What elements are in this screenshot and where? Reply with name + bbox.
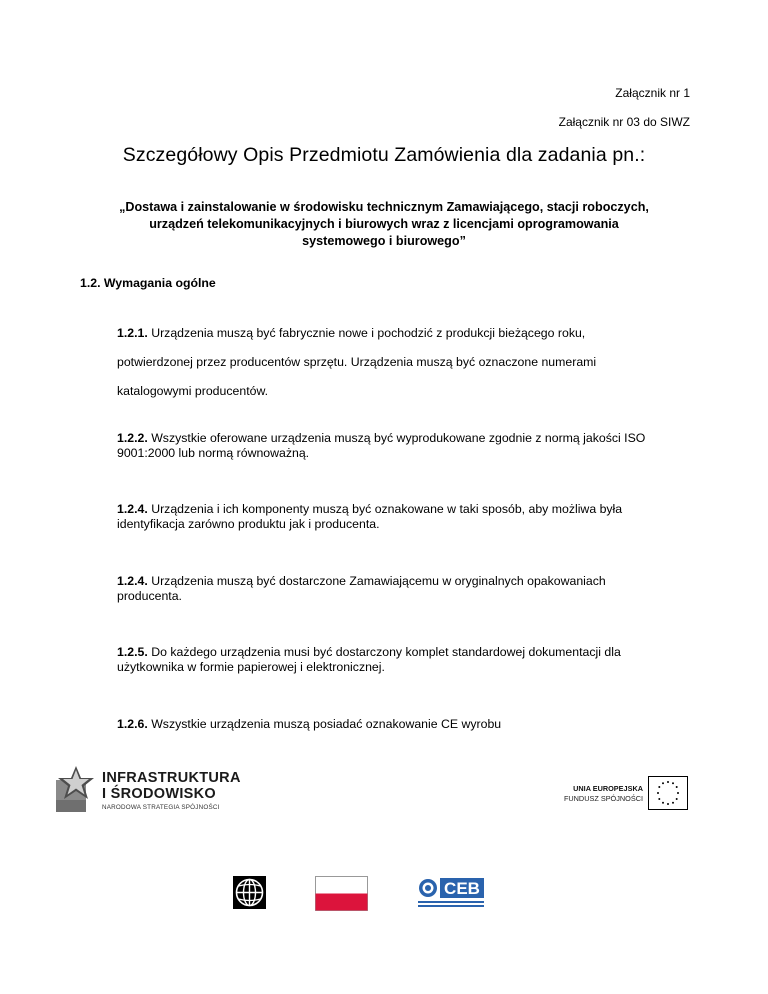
requirement-line [117, 717, 687, 732]
requirement-item [117, 645, 687, 675]
logo-text: I ŚRODOWISKO [102, 786, 216, 802]
section-heading: 1.2. Wymagania ogólne [80, 276, 216, 290]
document-title: Szczegółowy Opis Przedmiotu Zamówienia dla zadania pn.: [122, 144, 646, 166]
requirement-number: 1.2.2. [117, 431, 148, 445]
requirement-text: Urządzenia muszą być dostarczone Zamawiającemu w oryginalnych opakowaniach [151, 574, 606, 588]
requirement-line [117, 574, 687, 589]
eu-cohesion-fund-logo [548, 776, 688, 810]
requirement-text: użytkownika w formie papierowej i elektronicznej. [117, 660, 385, 674]
ceb-text: CEB [444, 879, 480, 898]
requirement-item [117, 717, 687, 732]
requirement-item [117, 502, 687, 532]
requirement-line [117, 319, 687, 348]
requirement-text: potwierdzonej przez producentów sprzętu. Urządzenia muszą być oznaczone numerami [117, 355, 597, 369]
poland-flag-icon [315, 876, 368, 911]
star-emblem-icon [54, 766, 98, 814]
requirement-item [117, 319, 687, 406]
order-subject-line: systemowego i biurowego” [302, 234, 466, 248]
requirement-number: 1.2.4. [117, 574, 148, 588]
logo-subtext: FUNDUSZ SPÓJNOŚCI [563, 794, 643, 803]
requirement-item [117, 431, 687, 461]
requirement-line [117, 502, 687, 517]
requirement-number: 1.2.1. [117, 326, 148, 340]
requirement-text: Wszystkie oferowane urządzenia muszą być wyprodukowane zgodnie z normą jakości ISO [151, 431, 646, 445]
infrastructure-environment-logo [54, 766, 241, 818]
attachment-label-1: Załącznik nr 1 [615, 86, 690, 100]
order-subject-line: urządzeń telekomunikacyjnych i biurowych wraz z licencjami oprogramowania [149, 217, 619, 231]
logo-subtext: NARODOWA STRATEGIA SPÓJNOŚCI [102, 804, 220, 811]
globe-icon [233, 876, 266, 909]
requirement-text: 9001:2000 lub normą równoważną. [117, 446, 310, 460]
logo-text: UNIA EUROPEJSKA [573, 784, 643, 793]
requirement-number: 1.2.4. [117, 502, 148, 516]
ceb-logo [416, 876, 486, 910]
requirement-text: identyfikacja zarówno produktu jak i producenta. [117, 517, 380, 531]
logo-text: INFRASTRUKTURA [102, 770, 241, 786]
order-subject [90, 199, 678, 250]
requirement-text: katalogowymi producentów. [117, 384, 269, 398]
eu-flag-icon [648, 776, 688, 810]
requirement-text: producenta. [117, 589, 182, 603]
requirement-number: 1.2.5. [117, 645, 148, 659]
order-subject-line: „Dostawa i zainstalowanie w środowisku technicznym Zamawiającego, stacji roboczych, [119, 200, 649, 214]
attachment-label-2: Załącznik nr 03 do SIWZ [558, 115, 690, 129]
requirement-line [117, 431, 687, 446]
requirement-text: Do każdego urządzenia musi być dostarczony komplet standardowej dokumentacji dla [151, 645, 621, 659]
requirement-text: Urządzenia muszą być fabrycznie nowe i pochodzić z produkcji bieżącego roku, [151, 326, 586, 340]
requirement-line [117, 645, 687, 660]
requirement-text: Urządzenia i ich komponenty muszą być oznakowane w taki sposób, aby możliwa była [151, 502, 623, 516]
requirement-text: Wszystkie urządzenia muszą posiadać oznakowanie CE wyrobu [151, 717, 502, 731]
requirement-number: 1.2.6. [117, 717, 148, 731]
requirement-item [117, 574, 687, 604]
